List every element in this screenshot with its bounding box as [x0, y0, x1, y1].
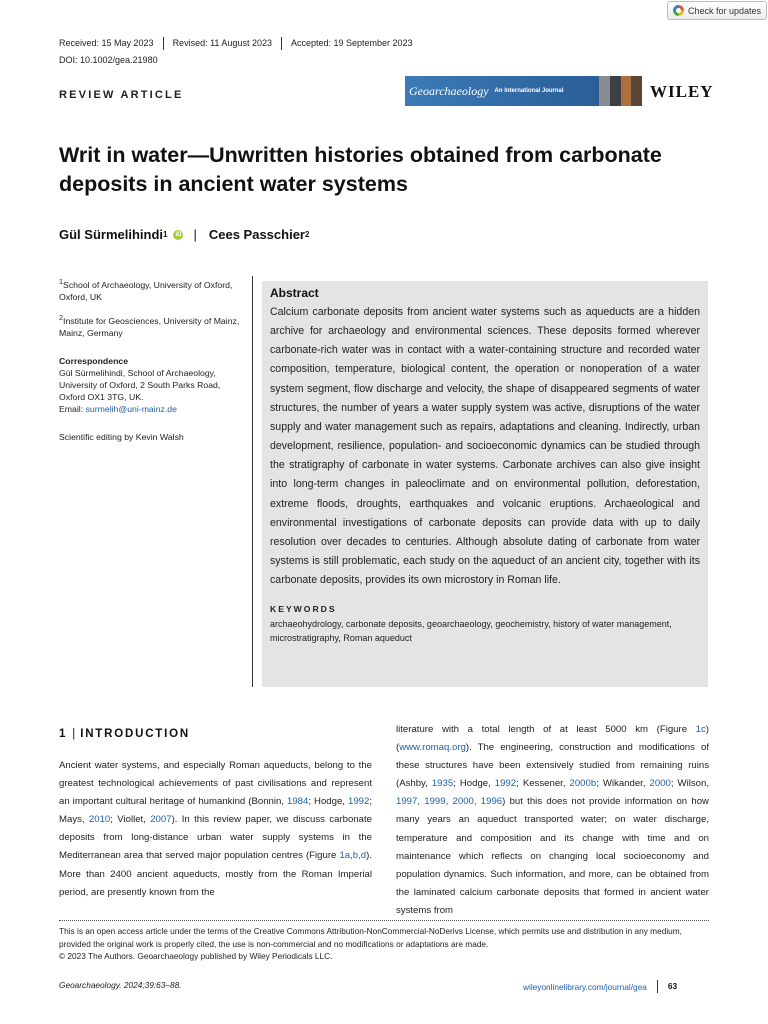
citation-link[interactable]: 1984 [287, 796, 309, 808]
citation-link[interactable]: 1992 [494, 778, 517, 790]
citation-link[interactable]: 2000b [569, 778, 597, 790]
revised-date: Revised: 11 August 2023 [163, 37, 281, 50]
affiliation [59, 276, 247, 303]
affiliation-text: School of Archaeology, University of Oxford, Oxford, UK [59, 279, 233, 302]
footer-right [523, 980, 677, 993]
author-affiliation-sup: 2 [304, 230, 310, 239]
abstract-heading: Abstract [270, 286, 319, 300]
email-link[interactable]: surmelih@uni-mainz.de [85, 403, 177, 414]
accepted-date: Accepted: 19 September 2023 [281, 37, 422, 50]
editing-note: Scientific editing by Kevin Walsh [59, 431, 184, 442]
article-title: Writ in water—Unwritten histories obtained from carbonate deposits in ancient water systems [59, 143, 662, 196]
email-label: Email: [59, 403, 84, 414]
body-text: ). In this review paper, we discuss carbonate deposits from long-distance urban water supply systems in the Mediterranean area that served major population centres (Figure [59, 814, 372, 862]
article-type: REVIEW ARTICLE [59, 89, 184, 101]
body-text: ; Kessener, [516, 778, 570, 790]
citation-link[interactable]: 2007 [150, 814, 172, 826]
body-text: Ancient water systems, and especially Roman aqueducts, belong to the greatest technological achievements of past civilisations and represent an important cultural heritage of humankind (Bonnin, [59, 760, 372, 808]
body-text: ; Mays, [59, 796, 372, 826]
affiliation [59, 312, 247, 339]
crossmark-icon [673, 5, 684, 16]
banner-image [631, 76, 642, 106]
journal-banner-title-area [405, 76, 599, 106]
license-note [59, 925, 709, 963]
affiliation-text: Institute for Geosciences, University of Mainz, Mainz, Germany [59, 315, 240, 338]
check-for-updates-button[interactable] [667, 1, 767, 20]
journal-banner[interactable] [405, 76, 642, 106]
footer-citation: Geoarchaeology. 2024;39:63–88. [59, 980, 182, 990]
body-text: ; Wilson, [670, 778, 709, 790]
citation-link[interactable]: 1997, 1999, 2000, 1996 [396, 796, 503, 808]
section-title: INTRODUCTION [80, 728, 190, 740]
check-for-updates-label: Check for updates [688, 5, 762, 16]
body-text: ; Viollet, [110, 814, 151, 826]
correspondence-heading: Correspondence [59, 355, 129, 366]
doi[interactable]: DOI: 10.1002/gea.21980 [59, 55, 158, 65]
correspondence [59, 355, 247, 415]
author-list [59, 227, 309, 242]
keywords-text: archaeohydrology, carbonate deposits, geoarchaeology, geochemistry, history of water management, microstratigraphy, Roman aqueduct [270, 619, 672, 643]
correspondence-text: Gül Sürmelihindi, School of Archaeology, University of Oxford, 2 South Parks Road, Oxford OX1 3TG, UK. [59, 367, 221, 402]
body-text: ) ( [396, 724, 709, 754]
citation-link[interactable]: 1935 [431, 778, 454, 790]
section-heading: 1 | INTRODUCTION [59, 728, 190, 740]
section-number: 1 [59, 728, 68, 740]
journal-name-logo: Geoarchaeology [409, 83, 489, 98]
banner-image [621, 76, 632, 106]
body-text: ; Hodge, [308, 796, 348, 808]
body-text: ) but this does not provide information on how many years an aqueduct transported water; on water discharge, temperature and composition and its change with time and on maintenance which reflects on changing local socioeconomy and population dynamics. Such information, and more, can be obtained from the laminated calcium carbonate deposits that formed in ancient water systems from [396, 796, 709, 916]
banner-image [610, 76, 621, 106]
orcid-icon[interactable]: iD [175, 231, 182, 238]
body-text: ; Hodge, [453, 778, 495, 790]
affiliation-sup: 2 [59, 312, 64, 322]
body-text: ). The engineering, construction and modifications of these structures have been extensively studied from remaining ruins (Ashby, [396, 742, 709, 790]
copyright-text: © 2023 The Authors. Geoarchaeology published by Wiley Periodicals LLC. [59, 951, 333, 961]
author-affiliation-sup: 1 [163, 230, 168, 239]
body-column-left [59, 757, 372, 902]
abstract-box [262, 281, 708, 687]
column-divider [252, 276, 253, 687]
citation-link[interactable]: 2010 [88, 814, 111, 826]
citation-link[interactable]: 1a,b,d [339, 850, 367, 862]
article-info-column [59, 276, 247, 452]
journal-banner-images [599, 76, 642, 106]
citation-link[interactable]: 2000 [649, 778, 671, 790]
journal-url-link[interactable]: wileyonlinelibrary.com/journal/gea [523, 981, 647, 992]
publisher-logo: WILEY [650, 82, 714, 101]
journal-tagline: An International Journal [494, 88, 564, 94]
article-history [59, 37, 422, 50]
author-name[interactable]: Gül Sürmelihindi [59, 227, 164, 242]
abstract-text: Calcium carbonate deposits from ancient water systems such as aqueducts are a hidden archive for archaeology and environmental sciences. These deposits formed wherever carbonate-rich water was in contact with a water-containing structure and recorded water composition, temperature, biological content, the operation or nonoperation of a water system segment, flow discharge and velocity, the shape of disappeared segments of water structures, the number of years a water supply system was active, disruptions of the water supply and water management such as repairs, adaptations and cleaning. Indirectly, urban development, resilience, population- and socioeconomic dynamics can be studied through the stratigraphy of carbonate in water systems. Carbonate archives can also give insight into long-term changes in paleoclimate and on environmental pollution, deforestation, extreme floods, droughts, earthquakes and volcanic eruptions. Archaeological and environmental investigations of carbonate deposits can provide data with up to daily resolution over decades to centuries. Although absolute dating of carbonate from water systems is still problematic, each study on the aqueduct of an ancient city, together with its carbonate deposits, provides its own microstory in Roman life. [270, 306, 700, 587]
citation-link[interactable]: 1992 [347, 796, 370, 808]
citation-link[interactable]: www.romaq.org [399, 742, 466, 754]
body-text: ). More than 2400 ancient aqueducts, mostly from the Roman Imperial period, are presently known from the [59, 850, 372, 898]
license-text: This is an open access article under the terms of the Creative Commons Attribution-NonCommercial-NoDerivs License, which permits use and distribution in any medium, provided the original work is properly cited, the use is non-commercial and no modifications or adaptations are made. [59, 926, 682, 949]
body-text: ; Wikander, [596, 778, 650, 790]
received-date: Received: 15 May 2023 [59, 38, 154, 48]
citation-link[interactable]: 1c [695, 724, 706, 735]
affiliation-sup: 1 [59, 277, 64, 286]
footnote-divider [59, 920, 709, 921]
page-number: 63 [657, 980, 677, 993]
body-column-right [396, 721, 709, 920]
banner-image [599, 76, 610, 106]
body-text: literature with a total length of at least 5000 km (Figure [396, 724, 696, 735]
author-name[interactable]: Cees Passchier [208, 227, 305, 242]
author-separator: | [193, 227, 197, 242]
keywords-heading: KEYWORDS [270, 604, 337, 615]
